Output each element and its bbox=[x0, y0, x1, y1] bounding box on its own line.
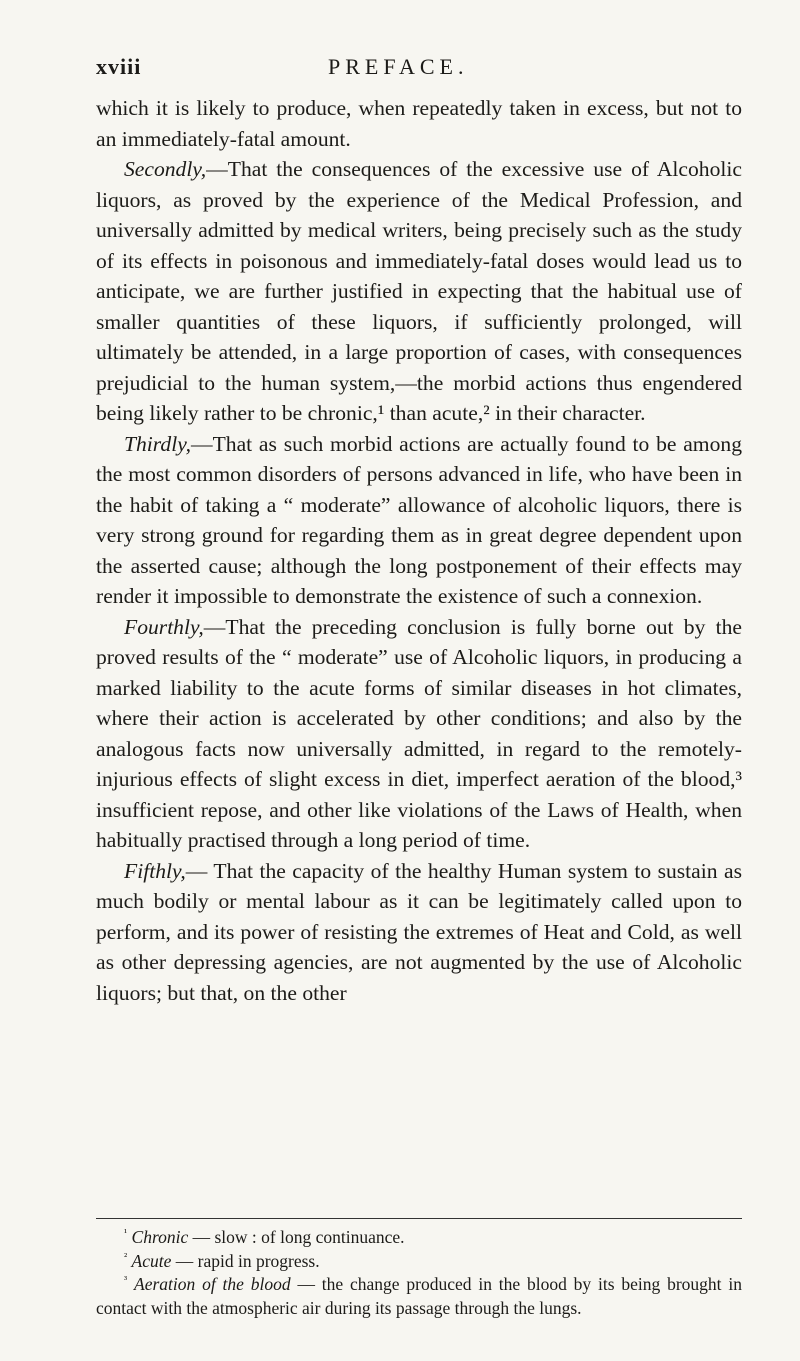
footnote-marker: ¹ bbox=[124, 1228, 128, 1240]
paragraph-text: —That the consequences of the excessive use of Alcoholic liquors, as proved by the experience of the Medical Profession, and universally admitted by medical writers, being precisely such as the study of its effects in poisonous and immediately-fatal doses would lead us to anticipate, we are further justified in expecting that the habitual use of smaller quantities of these liquors, if sufficiently prolonged, will ultimately be attended, in a large proportion of cases, with consequences prejudicial to the human system,—the morbid actions thus engendered being likely rather to be chronic,¹ than acute,² in their character. bbox=[96, 157, 742, 425]
paragraph-fourthly bbox=[96, 612, 742, 856]
footnote-marker: ³ bbox=[124, 1275, 128, 1287]
paragraph-lead: Fifthly, bbox=[124, 858, 186, 883]
footnote-text: — slow : of long continuance. bbox=[188, 1227, 405, 1247]
paragraph-text: —That the preceding conclusion is fully borne out by the proved results of the “ moderate” use of Alcoholic liquors, in producing a marked liability to the acute forms of similar diseases in hot climates, where their action is accelerated by other conditions; and also by the analogous facts now universally admitted, in regard to the remotely-injurious effects of slight excess in diet, imperfect aeration of the blood,³ insufficient repose, and other like violations of the Laws of Health, when habitually practised through a long period of time. bbox=[96, 614, 742, 852]
paragraph-text: —That as such morbid actions are actually found to be among the most common disorders of persons advanced in life, who have been in the habit of taking a “ moderate” allowance of alcoholic liquors, there is very strong ground for regarding them as in great degree dependent upon the asserted cause; although the long postponement of their effects may render it impossible to demonstrate the existence of such a connexion. bbox=[96, 431, 742, 608]
paragraph-fifthly bbox=[96, 856, 742, 1009]
footnote-chronic bbox=[96, 1226, 742, 1250]
paragraph-text: which it is likely to produce, when repeatedly taken in excess, but not to an immediately-fatal amount. bbox=[96, 96, 742, 151]
paragraph-secondly bbox=[96, 154, 742, 429]
footnote-aeration bbox=[96, 1273, 742, 1320]
footnote-acute bbox=[96, 1250, 742, 1274]
paragraph-lead: Secondly, bbox=[124, 157, 207, 181]
footnote-marker: ² bbox=[124, 1251, 128, 1263]
footnote-term: Aeration of the blood bbox=[134, 1274, 291, 1294]
page-number: xviii bbox=[96, 54, 142, 79]
footnotes bbox=[96, 1226, 742, 1320]
paragraph-continuation bbox=[96, 93, 742, 154]
paragraph-text: — That the capacity of the healthy Human system to sustain as much bodily or mental labour as it can be legitimately called upon to perform, and its power of resisting the extremes of Heat and Cold, as well as other depressing agencies, are not augmented by the use of Alcoholic liquors; but that, on the other bbox=[96, 858, 742, 1005]
footnote-term: Acute bbox=[131, 1250, 172, 1271]
paragraph-thirdly bbox=[96, 429, 742, 612]
footnote-text: — the change produced in the blood by its being brought in contact with the atmospheric air during its passage through the lungs. bbox=[96, 1274, 742, 1318]
running-title: PREFACE. bbox=[328, 54, 469, 79]
footnote-rule bbox=[96, 1218, 742, 1219]
body-text bbox=[96, 93, 742, 1008]
footnote-text: — rapid in progress. bbox=[171, 1250, 320, 1271]
footnote-term: Chronic bbox=[131, 1227, 189, 1247]
paragraph-lead: Thirdly, bbox=[124, 431, 191, 456]
paragraph-lead: Fourthly, bbox=[124, 614, 204, 639]
